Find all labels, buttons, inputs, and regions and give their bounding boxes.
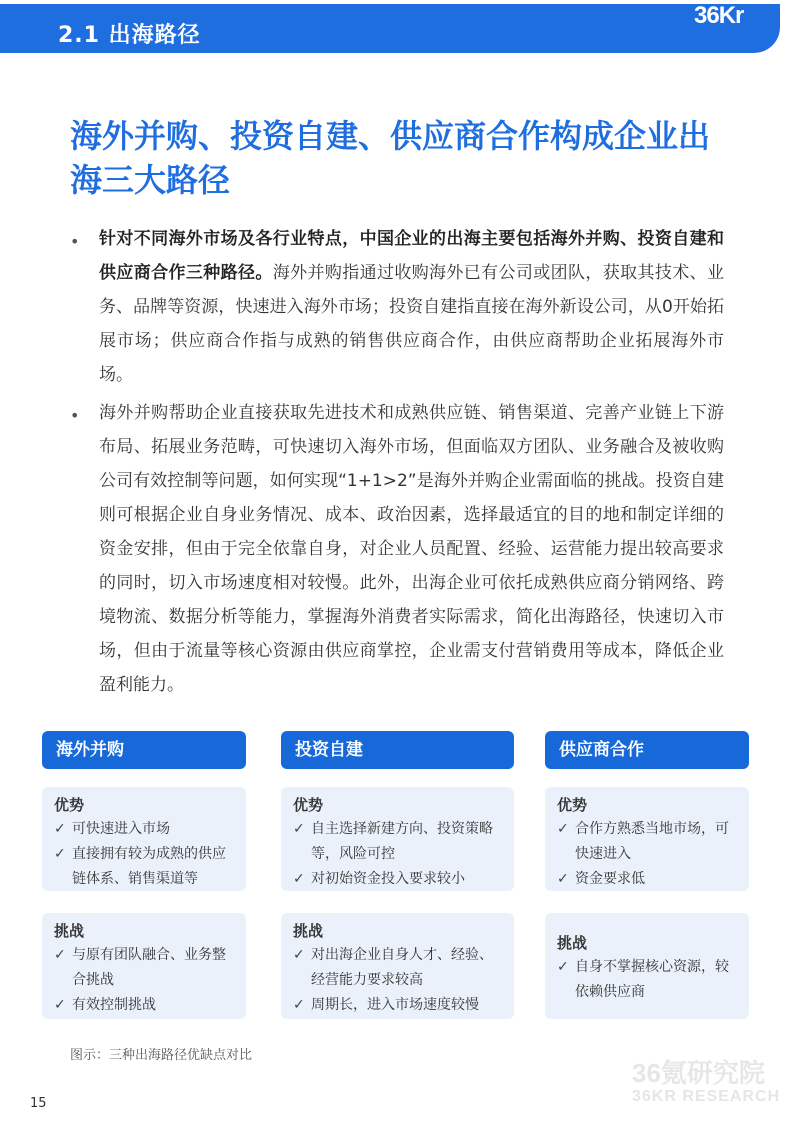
column-header-self-build: 投资自建 (281, 731, 514, 769)
challenges-card-supplier (545, 913, 749, 1019)
bullet-dot-icon: • (70, 232, 80, 251)
list-item: ✓ 与原有团队融合、业务整合挑战 (54, 943, 236, 993)
column-header-acquisition: 海外并购 (42, 731, 246, 769)
bullet-paragraph-1 (99, 222, 724, 392)
check-icon: ✓ (54, 997, 66, 1013)
logo-text: 36Kr (694, 2, 744, 29)
check-icon: ✓ (557, 871, 569, 887)
list-item: ✓ 可快速进入市场 (54, 817, 236, 842)
check-icon: ✓ (557, 821, 569, 837)
watermark (632, 1058, 780, 1106)
list-item: ✓ 对初始资金投入要求较小 (293, 867, 504, 892)
list-item: ✓ 资金要求低 (557, 867, 739, 892)
list-item: ✓ 直接拥有较为成熟的供应链体系、销售渠道等 (54, 842, 236, 892)
check-icon: ✓ (54, 846, 66, 862)
advantages-card-self-build (281, 787, 514, 891)
bullet-1-bold: 针对不同海外市场及各行业特点，中国企业的出海主要包括海外并购、投资自建和供应商合作三种路径。 (99, 229, 724, 283)
list-item: ✓ 对出海企业自身人才、经验、经营能力要求较高 (293, 943, 504, 993)
list-item: ✓ 合作方熟悉当地市场，可快速进入 (557, 817, 739, 867)
advantages-label: 优势 (54, 796, 85, 814)
page-number: 15 (30, 1096, 47, 1111)
watermark-cn: 36氪研究院 (632, 1058, 765, 1088)
advantages-label: 优势 (557, 796, 588, 814)
advantages-card-supplier (545, 787, 749, 891)
bullet-2-text: 海外并购帮助企业直接获取先进技术和成熟供应链、销售渠道、完善产业链上下游布局、拓展业务范畴，可快速切入海外市场，但面临双方团队、业务融合及被收购公司有效控制等问题，如何实现“1+1>2”是海外并购企业需面临的挑战。投资自建则可根据企业自身业务情况、成本、政治因素，选择最适宜的目的地和制定详细的资金安排，但由于完全依靠自身，对企业人员配置、经验、运营能力提出较高要求的同时，切入市场速度相对较慢。此外，出海企业可依托成熟供应商分销网络、跨境物流、数据分析等能力，掌握海外消费者实际需求，简化出海路径，快速切入市场，但由于流量等核心资源由供应商掌控，企业需支付营销费用等成本，降低企业盈利能力。 (99, 403, 724, 695)
list-item: ✓ 周期长，进入市场速度较慢 (293, 993, 504, 1018)
check-icon: ✓ (54, 821, 66, 837)
list-item: ✓ 自主选择新建方向、投资策略等，风险可控 (293, 817, 504, 867)
check-icon: ✓ (293, 947, 305, 963)
list-item: ✓ 有效控制挑战 (54, 993, 236, 1018)
watermark-en: 36KR RESEARCH (632, 1088, 781, 1105)
advantages-card-acquisition (42, 787, 246, 891)
bullet-1-text: 海外并购指通过收购海外已有公司或团队，获取其技术、业务、品牌等资源，快速进入海外市场；投资自建指直接在海外新设公司，从0开始拓展市场；供应商合作指与成熟的销售供应商合作，由供应商帮助企业拓展海外市场。 (99, 263, 725, 385)
check-icon: ✓ (293, 821, 305, 837)
challenges-label: 挑战 (557, 934, 588, 952)
brand-logo (694, 2, 743, 30)
challenges-card-acquisition (42, 913, 246, 1019)
advantages-label: 优势 (293, 796, 324, 814)
column-header-supplier: 供应商合作 (545, 731, 749, 769)
section-tab (0, 4, 780, 53)
challenges-label: 挑战 (293, 922, 324, 940)
figure-caption: 图示：三种出海路径优缺点对比 (70, 1048, 253, 1063)
list-item: ✓ 自身不掌握核心资源，较依赖供应商 (557, 955, 739, 1005)
check-icon: ✓ (557, 959, 569, 975)
check-icon: ✓ (293, 997, 305, 1013)
bullet-dot-icon: • (70, 406, 80, 425)
header-bar (0, 0, 794, 53)
page-title: 海外并购、投资自建、供应商合作构成企业出海三大路径 (70, 117, 711, 199)
check-icon: ✓ (293, 871, 305, 887)
challenges-card-self-build (281, 913, 514, 1019)
check-icon: ✓ (54, 947, 66, 963)
section-title: 2.1 出海路径 (58, 23, 201, 48)
bullet-paragraph-2 (99, 396, 724, 702)
challenges-label: 挑战 (54, 922, 85, 940)
